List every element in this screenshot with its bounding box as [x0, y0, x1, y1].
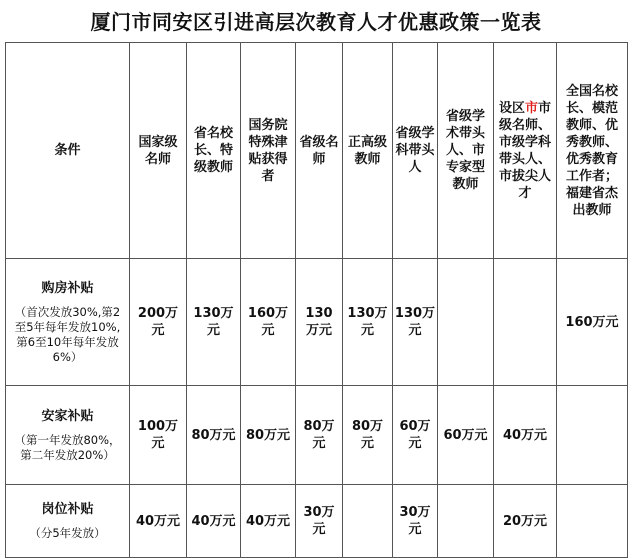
header-provincial-academic-leader: 省级学术带头人、市专家型教师 — [438, 43, 494, 259]
table-cell: 130万元 — [393, 259, 438, 386]
header-provincial-subject-leader: 省级学科带头人 — [393, 43, 438, 259]
header-city-red: 市 — [524, 100, 538, 116]
table-cell: 30万元 — [296, 485, 343, 558]
table-cell: 80万元 — [296, 386, 343, 485]
header-city-teacher — [494, 43, 557, 259]
header-condition: 条件 — [6, 43, 130, 259]
policy-table — [5, 42, 628, 558]
table-cell — [438, 485, 494, 558]
header-city-pre: 设区 — [498, 100, 525, 116]
table-cell: 40万元 — [494, 386, 557, 485]
table-cell: 130万元 — [296, 259, 343, 386]
row-note: （首次发放30%,第2至5年每年发放10%,第6至10年每年发放6%） — [14, 304, 121, 364]
table-cell: 80万元 — [187, 386, 241, 485]
table-cell: 20万元 — [494, 485, 557, 558]
table-cell: 30万元 — [393, 485, 438, 558]
header-city-post: 市级名师、市级学科带头人、市拔尖人才 — [498, 100, 552, 201]
header-provincial-teacher: 省级名师 — [296, 43, 343, 259]
table-cell — [557, 386, 628, 485]
row-label — [6, 386, 130, 485]
row-name: 购房补贴 — [41, 280, 94, 296]
table-cell — [557, 485, 628, 558]
row-label — [6, 485, 130, 558]
table-cell: 40万元 — [187, 485, 241, 558]
table-row — [6, 386, 628, 485]
table-cell: 200万元 — [130, 259, 187, 386]
table-cell — [343, 485, 393, 558]
header-national-teacher: 国家级名师 — [130, 43, 187, 259]
table-cell: 80万元 — [241, 386, 296, 485]
row-name: 岗位补贴 — [41, 502, 94, 517]
header-state-council-allowance: 国务院特殊津贴获得者 — [241, 43, 296, 259]
table-cell: 40万元 — [130, 485, 187, 558]
header-provincial-principal: 省名校长、特级教师 — [187, 43, 241, 259]
table-row — [6, 259, 628, 386]
table-cell — [494, 259, 557, 386]
table-row — [6, 485, 628, 558]
table-cell: 40万元 — [241, 485, 296, 558]
table-cell: 100万元 — [130, 386, 187, 485]
row-label — [6, 259, 130, 386]
table-cell: 60万元 — [438, 386, 494, 485]
table-cell — [438, 259, 494, 386]
header-row — [6, 43, 628, 259]
row-note: （分5年发放） — [29, 526, 106, 540]
table-cell: 130万元 — [343, 259, 393, 386]
table-cell: 160万元 — [557, 259, 628, 386]
row-note: （第一年发放80%，第二年发放20%） — [14, 432, 121, 462]
table-cell: 130万元 — [187, 259, 241, 386]
table-cell: 160万元 — [241, 259, 296, 386]
header-senior-teacher: 正高级教师 — [343, 43, 393, 259]
header-national-principal: 全国名校长、模范教师、优秀教师、优秀教育工作者；福建省杰出教师 — [557, 43, 628, 259]
page-title: 厦门市同安区引进高层次教育人才优惠政策一览表 — [90, 10, 542, 34]
table-cell: 80万元 — [343, 386, 393, 485]
row-name: 安家补贴 — [41, 408, 94, 424]
table-cell: 60万元 — [393, 386, 438, 485]
